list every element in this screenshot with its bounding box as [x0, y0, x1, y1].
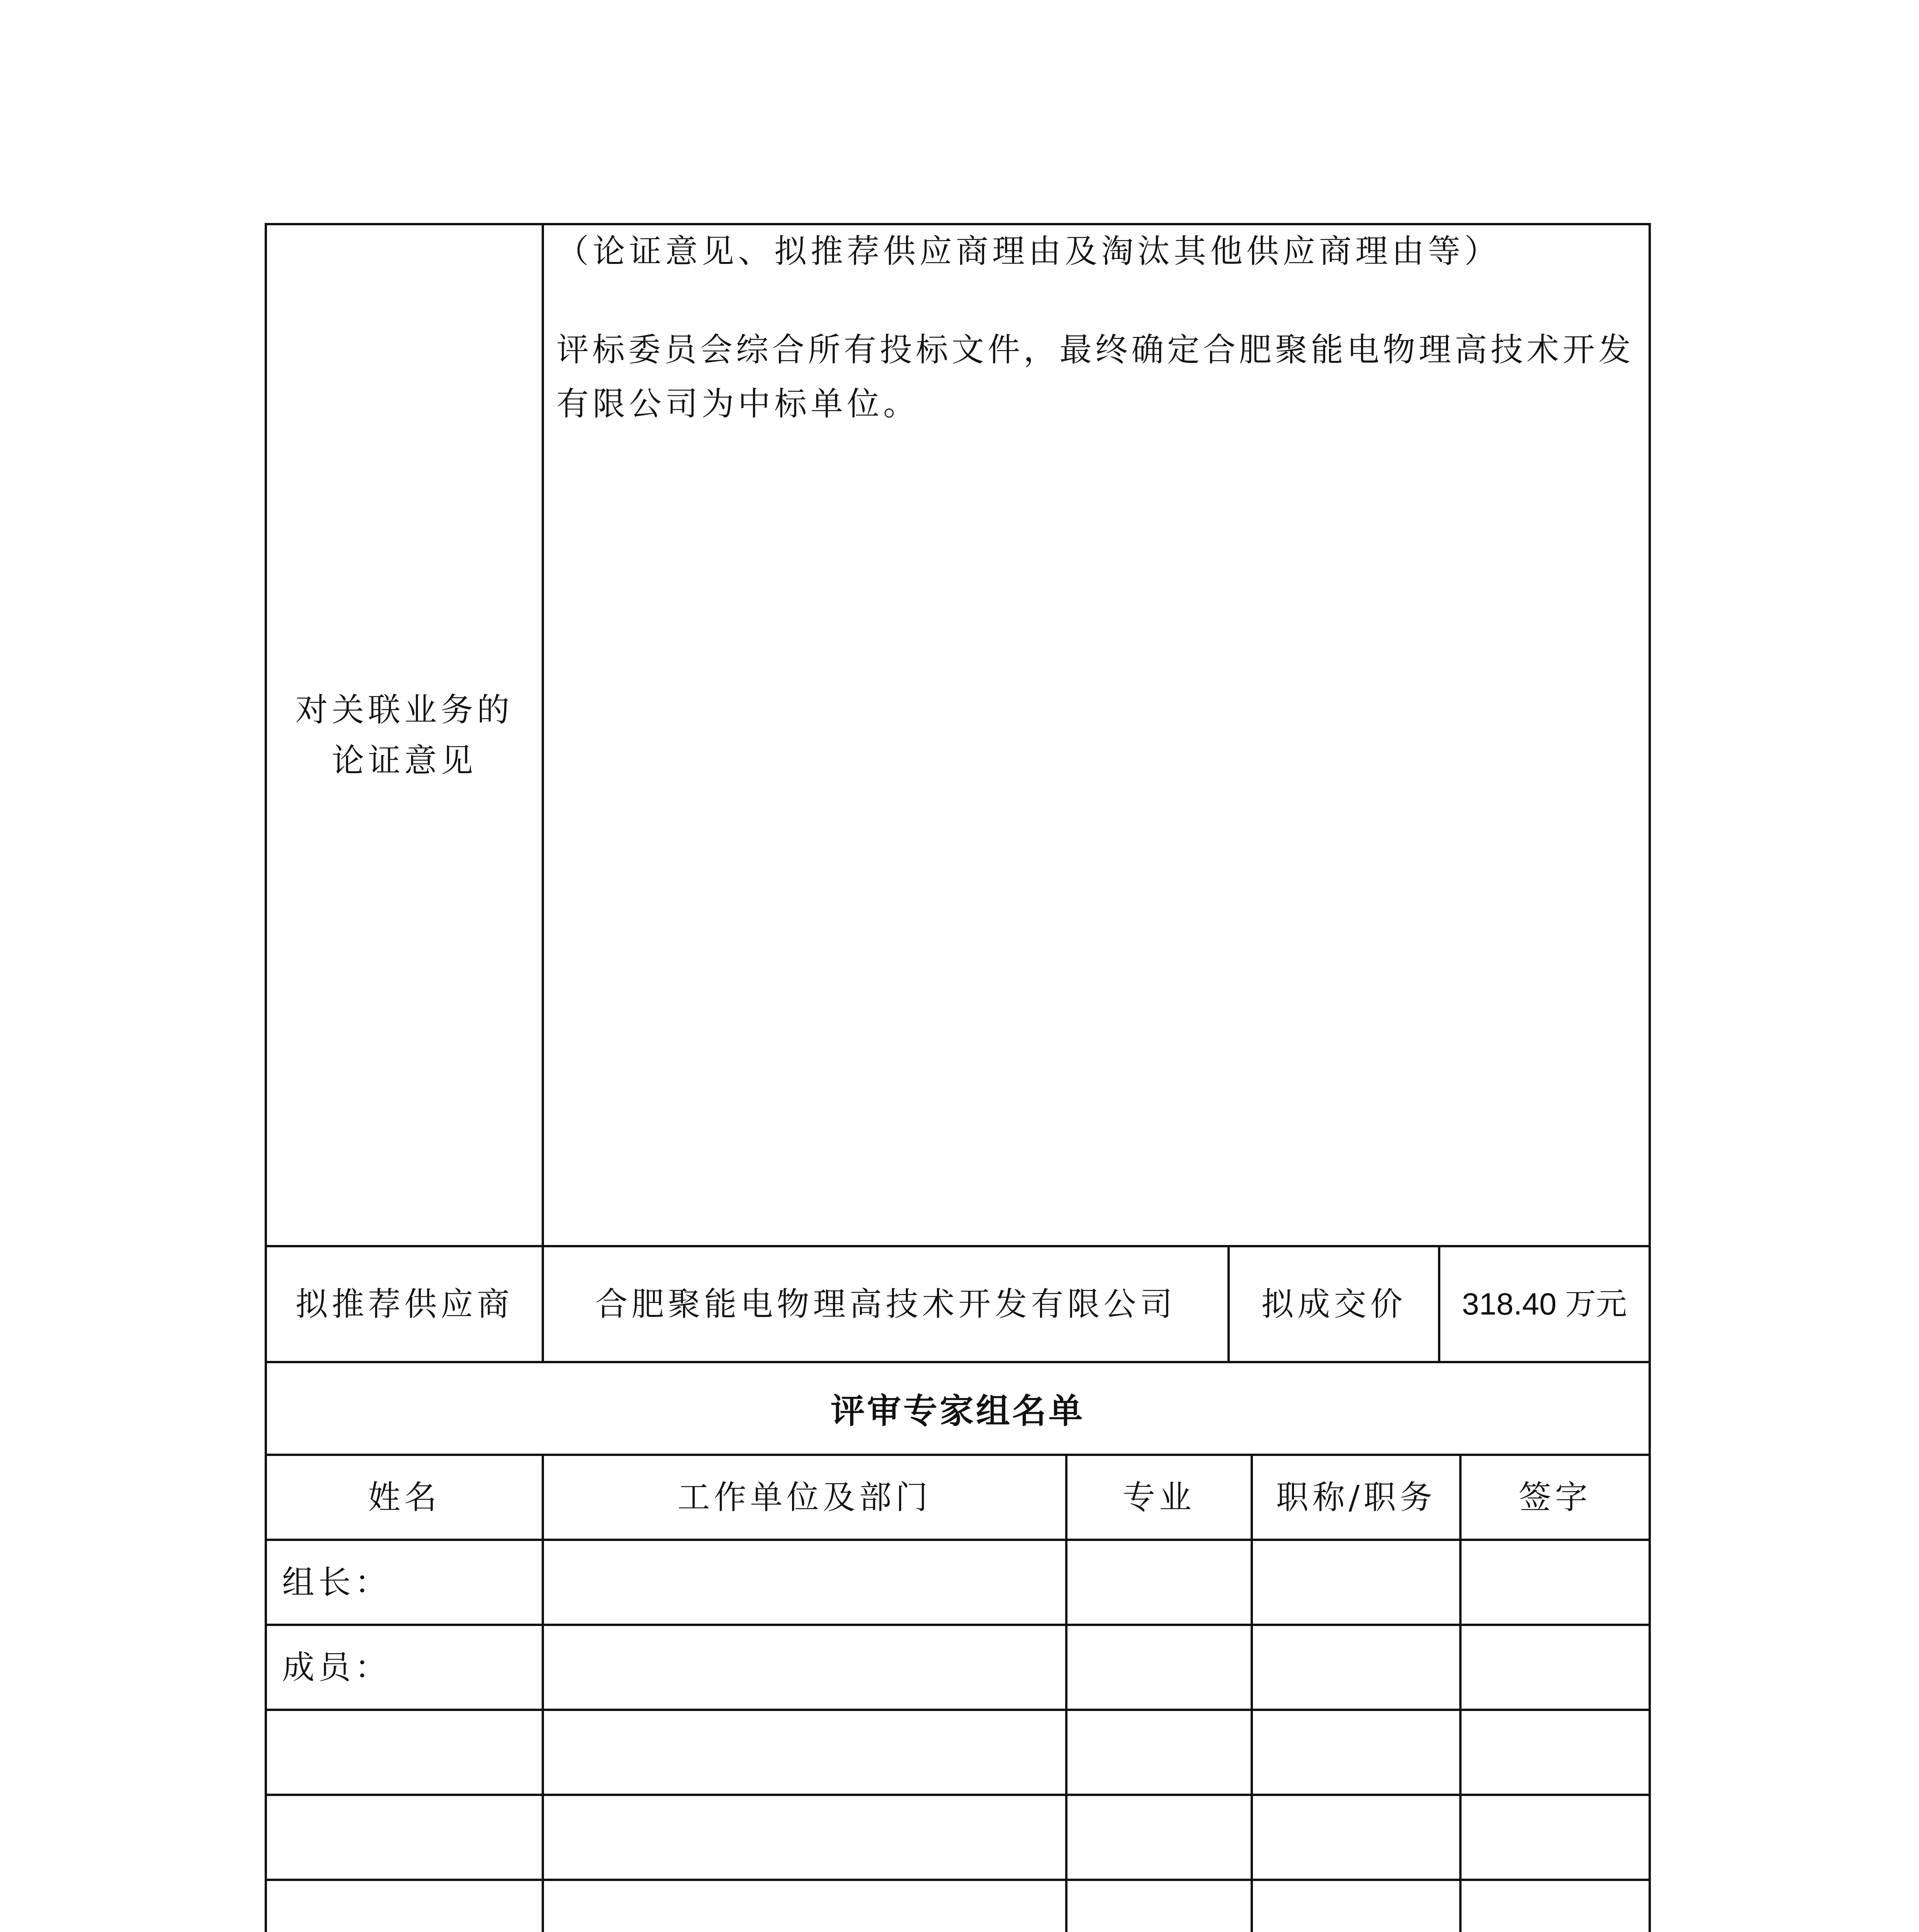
- supplier-label: 拟推荐供应商: [295, 1285, 513, 1323]
- justification-label-line2: 论证意见: [331, 741, 477, 779]
- supplier-name: 合肥聚能电物理高技术开发有限公司: [595, 1285, 1176, 1323]
- row-leader-name: 组长：: [282, 1563, 391, 1601]
- expert-panel-title: 评审专家组名单: [830, 1391, 1085, 1431]
- justification-label-line1: 对关联业务的: [295, 691, 513, 729]
- header-name: 姓名: [368, 1478, 441, 1516]
- justification-content-line1: 评标委员会综合所有投标文件，最终确定合肥聚能电物理高技术开发: [556, 331, 1635, 369]
- price-value: 318.40 万元: [1462, 1287, 1627, 1321]
- justification-content: [556, 325, 1646, 429]
- justification-label: [266, 224, 543, 1246]
- header-major: 专业: [1122, 1478, 1195, 1516]
- price-label: 拟成交价: [1261, 1285, 1407, 1323]
- justification-content-line2: 有限公司为中标单位。: [556, 385, 920, 423]
- header-signature: 签字: [1518, 1478, 1591, 1516]
- justification-hint: （论证意见、拟推荐供应商理由及淘汰其他供应商理由等）: [556, 232, 1501, 270]
- header-unit: 工作单位及部门: [677, 1478, 932, 1516]
- header-title: 职称/职务: [1276, 1478, 1436, 1516]
- row-member-name: 成员：: [282, 1648, 391, 1686]
